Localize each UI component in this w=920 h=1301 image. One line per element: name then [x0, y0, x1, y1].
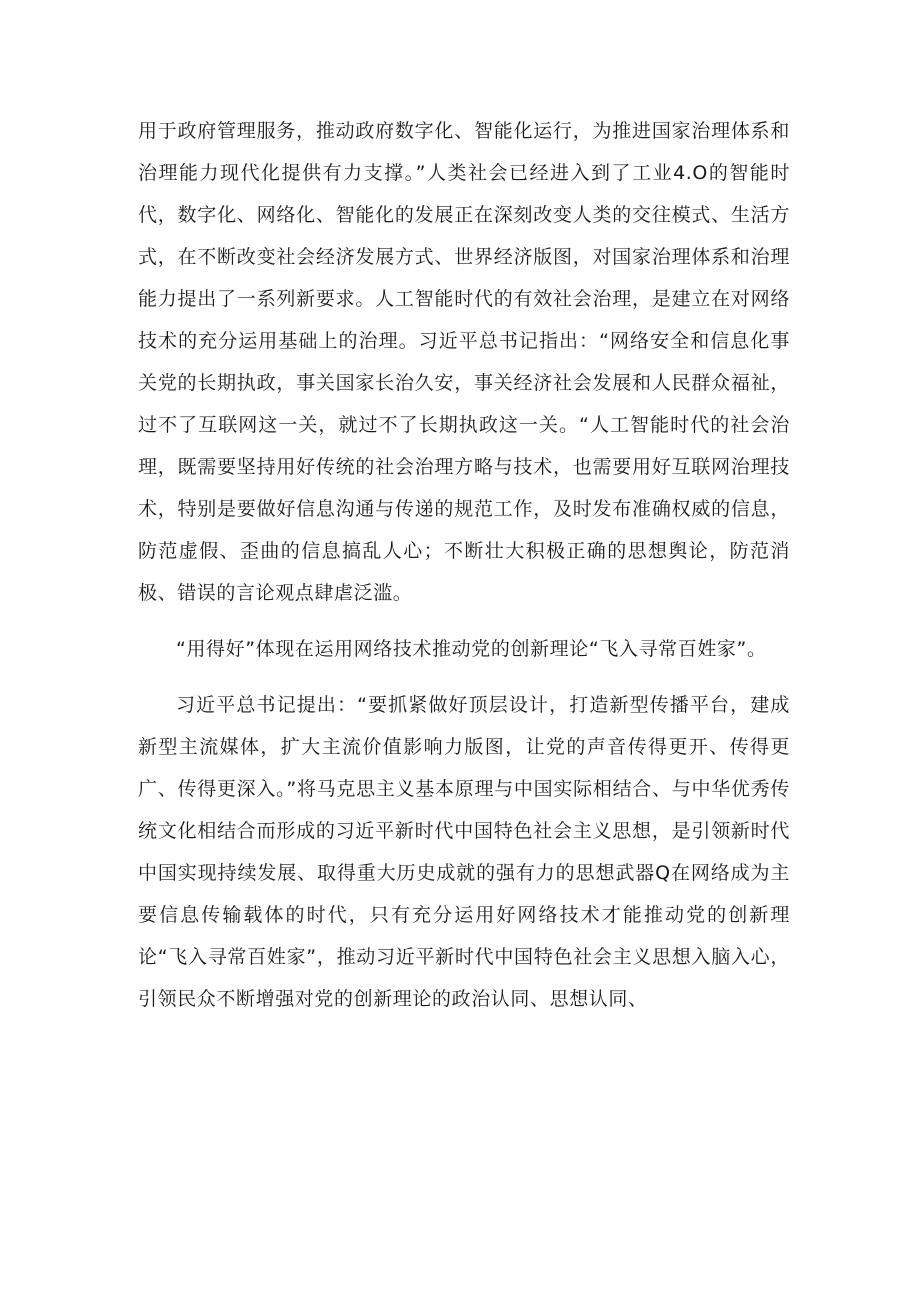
document-body — [138, 110, 790, 1020]
paragraph-continuation: 用于政府管理服务，推动政府数字化、智能化运行，为推进国家治理体系和治理能力现代化提供有力支撑。”人类社会已经进入到了工业4.O的智能时代，数字化、网络化、智能化的发展正在深刻改变人类的交往模式、生活方式，在不断改变社会经济发展方式、世界经济版图，对国家治理体系和治理能力提出了一系列新要求。人工智能时代的有效社会治理，是建立在对网络技术的充分运用基础上的治理。习近平总书记指出：“网络安全和信息化事关党的长期执政，事关国家长治久安，事关经济社会发展和人民群众福祉，过不了互联网这一关，就过不了长期执政这一关。“人工智能时代的社会治理，既需要坚持用好传统的社会治理方略与技术，也需要用好互联网治理技术，特别是要做好信息沟通与传递的规范工作，及时发布准确权威的信息，防范虚假、歪曲的信息搞乱人心；不断壮大积极正确的思想舆论，防范消极、错误的言论观点肆虐泛滥。 — [138, 120, 790, 604]
paragraph-body: 习近平总书记提出：“要抓紧做好顶层设计，打造新型传播平台，建成新型主流媒体，扩大主流价值影响力版图，让党的声音传得更开、传得更广、传得更深入。”将马克思主义基本原理与中国实际相结合、与中华优秀传统文化相结合而形成的习近平新时代中国特色社会主义思想，是引领新时代中国实现持续发展、取得重大历史成就的强有力的思想武器Q在网络成为主要信息传输载体的时代，只有充分运用好网络技术才能推动党的创新理论“飞入寻常百姓家”，推动习近平新时代中国特色社会主义思想入脑入心，引领民众不断增强对党的创新理论的政治认同、思想认同、 — [138, 694, 790, 1010]
paragraph-section-heading: “用得好”体现在运用网络技术推动党的创新理论“飞入寻常百姓家”。 — [176, 638, 767, 660]
